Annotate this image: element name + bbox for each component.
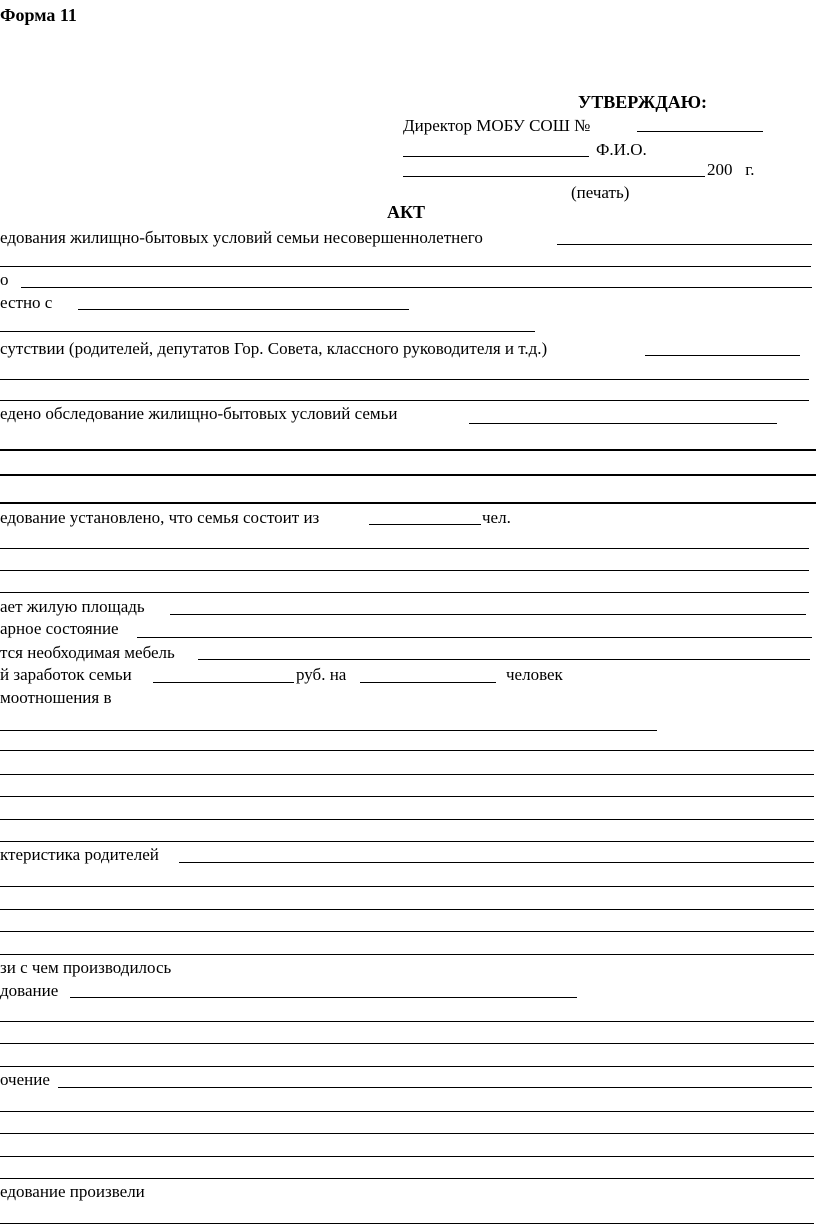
parents-characteristic-field[interactable] — [179, 862, 814, 863]
furniture-field[interactable] — [198, 659, 810, 660]
blank-line[interactable] — [0, 909, 814, 910]
parents-characteristic-label: ктеристика родителей — [0, 845, 159, 864]
together-with-label: естно с — [0, 293, 53, 312]
blank-line[interactable] — [0, 379, 809, 380]
survey-label: дование — [0, 981, 59, 1000]
relations-field[interactable] — [0, 730, 657, 731]
blank-line[interactable] — [0, 266, 811, 267]
fio-label: Ф.И.О. — [596, 140, 647, 159]
income-label: й заработок семьи — [0, 665, 132, 684]
minor-name-field[interactable] — [557, 244, 812, 245]
blank-line[interactable] — [0, 1021, 814, 1022]
performed-by-label: едование произвели — [0, 1182, 145, 1201]
reason-field[interactable] — [70, 997, 577, 998]
furniture-label: тся необходимая мебель — [0, 643, 175, 662]
survey-minor-label: едования жилищно-бытовых условий семьи несовершеннолетнего — [0, 228, 483, 247]
school-number-field[interactable] — [637, 131, 763, 132]
thick-rule — [0, 474, 816, 476]
persons-label: человек — [506, 665, 563, 684]
blank-line[interactable] — [0, 570, 809, 571]
blank-line[interactable] — [0, 1133, 814, 1134]
blank-line[interactable] — [0, 750, 814, 751]
blank-line[interactable] — [0, 331, 535, 332]
family-size-label: едование установлено, что семья состоит из — [0, 508, 320, 527]
presence-field[interactable] — [645, 355, 800, 356]
director-name-field[interactable] — [403, 156, 589, 157]
address-label: о — [0, 270, 9, 289]
family-field[interactable] — [469, 423, 777, 424]
form-label: Форма 11 — [0, 5, 77, 25]
blank-line[interactable] — [0, 592, 809, 593]
address-field[interactable] — [21, 287, 812, 288]
rub-per-label: руб. на — [296, 665, 347, 684]
blank-line[interactable] — [0, 400, 809, 401]
conclusion-field[interactable] — [58, 1087, 812, 1088]
act-title: АКТ — [387, 202, 426, 222]
living-space-label: ает жилую площадь — [0, 597, 145, 616]
blank-line[interactable] — [0, 1156, 814, 1157]
persons-count-field[interactable] — [360, 682, 496, 683]
year-label: 200 г. — [707, 160, 755, 179]
blank-line[interactable] — [0, 1066, 814, 1067]
relations-label: моотношения в — [0, 688, 112, 707]
blank-line[interactable] — [0, 796, 814, 797]
blank-line[interactable] — [0, 548, 809, 549]
presence-label: сутствии (родителей, депутатов Гор. Совета, классного руководителя и т.д.) — [0, 339, 548, 358]
blank-line[interactable] — [0, 954, 814, 955]
blank-line[interactable] — [0, 819, 814, 820]
income-field[interactable] — [153, 682, 294, 683]
blank-line[interactable] — [0, 774, 814, 775]
approval-title: УТВЕРЖДАЮ: — [578, 92, 708, 112]
reason-label: зи с чем производилось — [0, 958, 172, 977]
approval-date-field[interactable] — [403, 176, 705, 177]
persons-suffix: чел. — [482, 508, 511, 527]
sanitary-field[interactable] — [137, 637, 812, 638]
family-size-field[interactable] — [369, 524, 481, 525]
thick-rule — [0, 502, 816, 504]
blank-line[interactable] — [0, 1111, 814, 1112]
blank-line[interactable] — [0, 931, 814, 932]
together-with-field[interactable] — [78, 309, 409, 310]
thick-rule — [0, 449, 816, 451]
seal-label: (печать) — [571, 183, 630, 202]
sanitary-label: арное состояние — [0, 619, 119, 638]
blank-line[interactable] — [0, 841, 814, 842]
conclusion-label: очение — [0, 1070, 50, 1089]
blank-line[interactable] — [0, 1223, 814, 1224]
living-space-field[interactable] — [170, 614, 806, 615]
blank-line[interactable] — [0, 1043, 814, 1044]
survey-conducted-label: едено обследование жилищно-бытовых условий семьи — [0, 404, 398, 423]
director-label: Директор МОБУ СОШ № — [403, 116, 591, 135]
blank-line[interactable] — [0, 1178, 814, 1179]
blank-line[interactable] — [0, 886, 814, 887]
